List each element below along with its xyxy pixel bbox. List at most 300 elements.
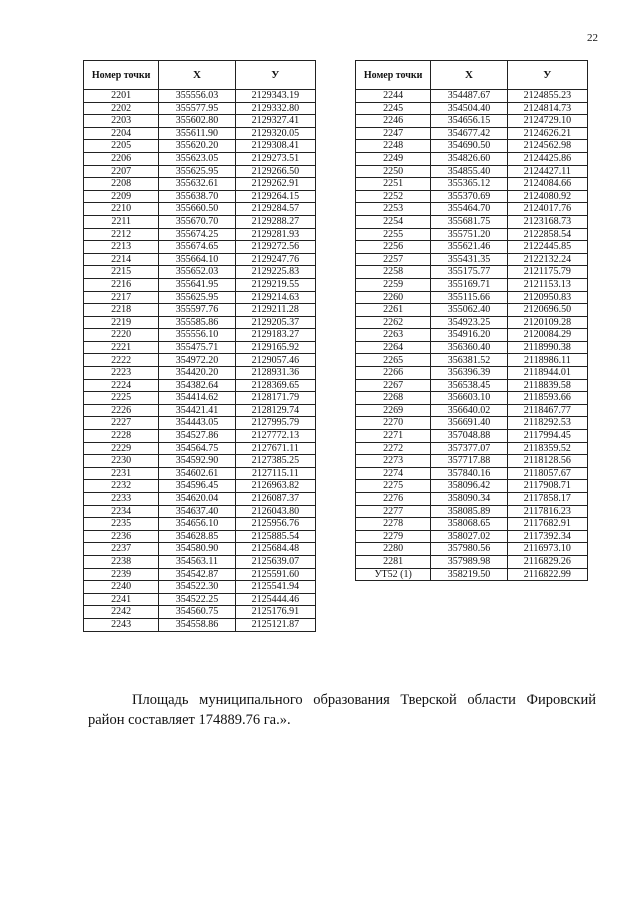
cell-y: 2126043.80 xyxy=(235,505,315,518)
table-row xyxy=(84,203,316,216)
cell-y: 2125444.46 xyxy=(235,593,315,606)
table-row xyxy=(84,329,316,342)
table-row xyxy=(84,241,316,254)
cell-x: 357989.98 xyxy=(431,555,507,568)
page-number: 22 xyxy=(587,32,598,44)
cell-y: 2116973.10 xyxy=(507,543,587,556)
cell-point-number: 2247 xyxy=(356,127,431,140)
cell-point-number: 2229 xyxy=(84,442,159,455)
cell-point-number: 2233 xyxy=(84,493,159,506)
cell-y: 2116829.26 xyxy=(507,555,587,568)
cell-y: 2129284.57 xyxy=(235,203,315,216)
cell-point-number: 2237 xyxy=(84,543,159,556)
table-row xyxy=(356,190,588,203)
cell-x: 355611.90 xyxy=(159,127,235,140)
cell-x: 356538.45 xyxy=(431,379,507,392)
cell-x: 354487.67 xyxy=(431,90,507,103)
cell-y: 2125121.87 xyxy=(235,618,315,631)
table-row xyxy=(84,253,316,266)
cell-x: 355475.71 xyxy=(159,341,235,354)
table-row xyxy=(84,505,316,518)
table-row xyxy=(356,417,588,430)
table-header-row xyxy=(356,61,588,90)
table-row xyxy=(356,253,588,266)
cell-point-number: 2274 xyxy=(356,467,431,480)
table-row xyxy=(356,442,588,455)
cell-y: 2118292.53 xyxy=(507,417,587,430)
table-body-left xyxy=(84,90,316,632)
cell-point-number: 2211 xyxy=(84,215,159,228)
cell-point-number: 2259 xyxy=(356,278,431,291)
cell-x: 355625.95 xyxy=(159,291,235,304)
cell-point-number: 2204 xyxy=(84,127,159,140)
table-row xyxy=(84,140,316,153)
cell-y: 2125684.48 xyxy=(235,543,315,556)
cell-point-number: 2265 xyxy=(356,354,431,367)
cell-x: 355175.77 xyxy=(431,266,507,279)
cell-y: 2118839.58 xyxy=(507,379,587,392)
cell-x: 354414.62 xyxy=(159,392,235,405)
cell-point-number: 2228 xyxy=(84,430,159,443)
cell-y: 2129247.76 xyxy=(235,253,315,266)
cell-y: 2128171.79 xyxy=(235,392,315,405)
cell-x: 355638.70 xyxy=(159,190,235,203)
cell-x: 354580.90 xyxy=(159,543,235,556)
table-row xyxy=(84,430,316,443)
table-row xyxy=(356,241,588,254)
cell-x: 354656.15 xyxy=(431,115,507,128)
cell-y: 2129057.46 xyxy=(235,354,315,367)
table-row xyxy=(356,493,588,506)
cell-y: 2124427.11 xyxy=(507,165,587,178)
cell-point-number: 2236 xyxy=(84,530,159,543)
cell-x: 354596.45 xyxy=(159,480,235,493)
cell-point-number: 2269 xyxy=(356,404,431,417)
cell-x: 356691.40 xyxy=(431,417,507,430)
cell-y: 2127772.13 xyxy=(235,430,315,443)
cell-y: 2129273.51 xyxy=(235,152,315,165)
cell-y: 2118986.11 xyxy=(507,354,587,367)
cell-x: 354560.75 xyxy=(159,606,235,619)
cell-point-number: 2261 xyxy=(356,304,431,317)
cell-x: 355597.76 xyxy=(159,304,235,317)
cell-x: 355670.70 xyxy=(159,215,235,228)
cell-x: 355370.69 xyxy=(431,190,507,203)
cell-x: 356360.40 xyxy=(431,341,507,354)
cell-point-number: 2263 xyxy=(356,329,431,342)
cell-point-number: 2242 xyxy=(84,606,159,619)
cell-x: 355431.35 xyxy=(431,253,507,266)
cell-x: 358085.89 xyxy=(431,505,507,518)
cell-point-number: 2272 xyxy=(356,442,431,455)
cell-x: 355681.75 xyxy=(431,215,507,228)
cell-x: 354637.40 xyxy=(159,505,235,518)
table-row xyxy=(356,379,588,392)
cell-x: 354542.87 xyxy=(159,568,235,581)
cell-y: 2129225.83 xyxy=(235,266,315,279)
cell-y: 2129205.37 xyxy=(235,316,315,329)
cell-point-number: 2239 xyxy=(84,568,159,581)
header-point-number: Номер точки xyxy=(356,61,431,90)
cell-x: 354504.40 xyxy=(431,102,507,115)
cell-point-number: 2264 xyxy=(356,341,431,354)
table-row xyxy=(356,215,588,228)
cell-x: 357717.88 xyxy=(431,455,507,468)
cell-x: 358096.42 xyxy=(431,480,507,493)
cell-x: 354558.86 xyxy=(159,618,235,631)
cell-point-number: 2224 xyxy=(84,379,159,392)
table-row xyxy=(84,354,316,367)
cell-y: 2117392.34 xyxy=(507,530,587,543)
cell-x: 356603.10 xyxy=(431,392,507,405)
cell-y: 2120696.50 xyxy=(507,304,587,317)
cell-x: 356381.52 xyxy=(431,354,507,367)
cell-x: 355115.66 xyxy=(431,291,507,304)
cell-x: 355751.20 xyxy=(431,228,507,241)
cell-y: 2116822.99 xyxy=(507,568,587,581)
table-row xyxy=(84,530,316,543)
table-row xyxy=(84,178,316,191)
cell-y: 2117994.45 xyxy=(507,430,587,443)
cell-y: 2128369.65 xyxy=(235,379,315,392)
cell-y: 2122132.24 xyxy=(507,253,587,266)
cell-x: 355664.10 xyxy=(159,253,235,266)
cell-x: 358027.02 xyxy=(431,530,507,543)
cell-x: 354916.20 xyxy=(431,329,507,342)
cell-y: 2125956.76 xyxy=(235,518,315,531)
cell-point-number: 2241 xyxy=(84,593,159,606)
cell-x: 355660.50 xyxy=(159,203,235,216)
cell-x: 354527.86 xyxy=(159,430,235,443)
table-row xyxy=(356,203,588,216)
cell-x: 355674.25 xyxy=(159,228,235,241)
cell-x: 355621.46 xyxy=(431,241,507,254)
table-row xyxy=(84,467,316,480)
table-row xyxy=(84,152,316,165)
table-row xyxy=(356,455,588,468)
cell-x: 356640.02 xyxy=(431,404,507,417)
cell-y: 2118944.01 xyxy=(507,367,587,380)
cell-y: 2121153.13 xyxy=(507,278,587,291)
cell-y: 2122858.54 xyxy=(507,228,587,241)
table-row xyxy=(84,455,316,468)
cell-y: 2123168.73 xyxy=(507,215,587,228)
table-row xyxy=(84,228,316,241)
cell-y: 2124814.73 xyxy=(507,102,587,115)
cell-point-number: 2208 xyxy=(84,178,159,191)
cell-y: 2129308.41 xyxy=(235,140,315,153)
table-row xyxy=(356,354,588,367)
cell-point-number: 2281 xyxy=(356,555,431,568)
cell-y: 2121175.79 xyxy=(507,266,587,279)
table-row xyxy=(84,555,316,568)
table-row xyxy=(356,316,588,329)
cell-point-number: 2267 xyxy=(356,379,431,392)
cell-y: 2129262.91 xyxy=(235,178,315,191)
cell-point-number: 2223 xyxy=(84,367,159,380)
cell-point-number: 2218 xyxy=(84,304,159,317)
table-row xyxy=(84,493,316,506)
cell-x: 354382.64 xyxy=(159,379,235,392)
cell-y: 2124084.66 xyxy=(507,178,587,191)
table-row xyxy=(356,518,588,531)
cell-x: 354628.85 xyxy=(159,530,235,543)
cell-point-number: 2268 xyxy=(356,392,431,405)
table-body-right xyxy=(356,90,588,581)
cell-y: 2122445.85 xyxy=(507,241,587,254)
cell-point-number: 2276 xyxy=(356,493,431,506)
cell-point-number: 2226 xyxy=(84,404,159,417)
cell-y: 2120084.29 xyxy=(507,329,587,342)
cell-x: 355556.10 xyxy=(159,329,235,342)
table-row xyxy=(84,404,316,417)
table-row xyxy=(84,90,316,103)
table-row xyxy=(356,278,588,291)
cell-point-number: 2251 xyxy=(356,178,431,191)
cell-y: 2117858.17 xyxy=(507,493,587,506)
cell-point-number: 2277 xyxy=(356,505,431,518)
cell-x: 355620.20 xyxy=(159,140,235,153)
table-row xyxy=(356,430,588,443)
cell-x: 355641.95 xyxy=(159,278,235,291)
cell-point-number: 2235 xyxy=(84,518,159,531)
table-row xyxy=(356,140,588,153)
cell-y: 2129266.50 xyxy=(235,165,315,178)
cell-x: 356396.39 xyxy=(431,367,507,380)
cell-y: 2127385.25 xyxy=(235,455,315,468)
cell-point-number: 2225 xyxy=(84,392,159,405)
table-row xyxy=(84,266,316,279)
cell-point-number: 2221 xyxy=(84,341,159,354)
cell-point-number: 2240 xyxy=(84,581,159,594)
table-row xyxy=(84,392,316,405)
cell-point-number: 2270 xyxy=(356,417,431,430)
table-row xyxy=(84,442,316,455)
cell-point-number: 2215 xyxy=(84,266,159,279)
table-row xyxy=(356,152,588,165)
cell-point-number: 2238 xyxy=(84,555,159,568)
table-row xyxy=(356,480,588,493)
table-row xyxy=(356,543,588,556)
cell-x: 354564.75 xyxy=(159,442,235,455)
table-row xyxy=(84,367,316,380)
cell-x: 354563.11 xyxy=(159,555,235,568)
cell-y: 2118057.67 xyxy=(507,467,587,480)
cell-y: 2128931.36 xyxy=(235,367,315,380)
table-row xyxy=(356,392,588,405)
cell-y: 2129281.93 xyxy=(235,228,315,241)
table-row xyxy=(356,266,588,279)
cell-y: 2124729.10 xyxy=(507,115,587,128)
table-row xyxy=(356,530,588,543)
cell-y: 2125176.91 xyxy=(235,606,315,619)
cell-y: 2129165.92 xyxy=(235,341,315,354)
cell-x: 354972.20 xyxy=(159,354,235,367)
table-row xyxy=(84,568,316,581)
cell-y: 2117816.23 xyxy=(507,505,587,518)
cell-y: 2129272.56 xyxy=(235,241,315,254)
cell-point-number: 2231 xyxy=(84,467,159,480)
cell-y: 2120950.83 xyxy=(507,291,587,304)
cell-y: 2125591.60 xyxy=(235,568,315,581)
cell-point-number: 2244 xyxy=(356,90,431,103)
cell-y: 2128129.74 xyxy=(235,404,315,417)
cell-point-number: 2246 xyxy=(356,115,431,128)
cell-x: 355602.80 xyxy=(159,115,235,128)
table-row xyxy=(356,341,588,354)
cell-y: 2124855.23 xyxy=(507,90,587,103)
cell-y: 2117682.91 xyxy=(507,518,587,531)
cell-point-number: 2256 xyxy=(356,241,431,254)
cell-y: 2129264.15 xyxy=(235,190,315,203)
cell-x: 354522.30 xyxy=(159,581,235,594)
table-row xyxy=(84,618,316,631)
table-row xyxy=(356,505,588,518)
cell-y: 2120109.28 xyxy=(507,316,587,329)
cell-point-number: 2210 xyxy=(84,203,159,216)
cell-point-number: 2250 xyxy=(356,165,431,178)
cell-y: 2124626.21 xyxy=(507,127,587,140)
cell-point-number: 2207 xyxy=(84,165,159,178)
cell-point-number: 2278 xyxy=(356,518,431,531)
table-row xyxy=(84,606,316,619)
cell-x: 355464.70 xyxy=(431,203,507,216)
header-x: X xyxy=(431,61,507,90)
cell-x: 354420.20 xyxy=(159,367,235,380)
cell-point-number: 2249 xyxy=(356,152,431,165)
table-row xyxy=(84,304,316,317)
cell-y: 2129332.80 xyxy=(235,102,315,115)
header-y: У xyxy=(235,61,315,90)
table-row xyxy=(84,543,316,556)
cell-y: 2124080.92 xyxy=(507,190,587,203)
cell-y: 2124562.98 xyxy=(507,140,587,153)
table-row xyxy=(84,115,316,128)
table-row xyxy=(356,367,588,380)
cell-point-number: 2257 xyxy=(356,253,431,266)
cell-x: 354923.25 xyxy=(431,316,507,329)
cell-x: 355652.03 xyxy=(159,266,235,279)
cell-x: 354421.41 xyxy=(159,404,235,417)
cell-x: 354443.05 xyxy=(159,417,235,430)
cell-y: 2118467.77 xyxy=(507,404,587,417)
coordinates-table-left xyxy=(83,60,316,632)
cell-point-number: УТ52 (1) xyxy=(356,568,431,581)
table-row xyxy=(84,278,316,291)
cell-point-number: 2234 xyxy=(84,505,159,518)
cell-point-number: 2248 xyxy=(356,140,431,153)
cell-point-number: 2243 xyxy=(84,618,159,631)
cell-point-number: 2280 xyxy=(356,543,431,556)
table-row xyxy=(84,215,316,228)
table-row xyxy=(84,593,316,606)
cell-point-number: 2205 xyxy=(84,140,159,153)
cell-x: 354855.40 xyxy=(431,165,507,178)
cell-y: 2129320.05 xyxy=(235,127,315,140)
cell-point-number: 2275 xyxy=(356,480,431,493)
cell-point-number: 2254 xyxy=(356,215,431,228)
cell-x: 354602.61 xyxy=(159,467,235,480)
area-statement: Площадь муниципального образования Тверской области Фировский район составляет 174889.76 га.». xyxy=(88,692,596,728)
table-row xyxy=(84,417,316,430)
cell-y: 2127115.11 xyxy=(235,467,315,480)
cell-point-number: 2252 xyxy=(356,190,431,203)
table-row xyxy=(84,379,316,392)
cell-y: 2118128.56 xyxy=(507,455,587,468)
cell-point-number: 2255 xyxy=(356,228,431,241)
cell-point-number: 2245 xyxy=(356,102,431,115)
table-row xyxy=(356,102,588,115)
cell-x: 357048.88 xyxy=(431,430,507,443)
cell-x: 355556.03 xyxy=(159,90,235,103)
table-row xyxy=(84,480,316,493)
cell-y: 2118359.52 xyxy=(507,442,587,455)
table-row xyxy=(356,127,588,140)
header-y: У xyxy=(507,61,587,90)
cell-y: 2129219.55 xyxy=(235,278,315,291)
cell-y: 2117908.71 xyxy=(507,480,587,493)
cell-y: 2129183.27 xyxy=(235,329,315,342)
cell-y: 2118593.66 xyxy=(507,392,587,405)
cell-point-number: 2214 xyxy=(84,253,159,266)
cell-point-number: 2202 xyxy=(84,102,159,115)
cell-x: 355169.71 xyxy=(431,278,507,291)
cell-y: 2124017.76 xyxy=(507,203,587,216)
table-row xyxy=(84,165,316,178)
cell-point-number: 2201 xyxy=(84,90,159,103)
cell-point-number: 2260 xyxy=(356,291,431,304)
table-row xyxy=(356,329,588,342)
table-row xyxy=(356,555,588,568)
cell-x: 358219.50 xyxy=(431,568,507,581)
table-row xyxy=(356,115,588,128)
cell-x: 357377.07 xyxy=(431,442,507,455)
cell-y: 2125639.07 xyxy=(235,555,315,568)
table-row xyxy=(356,304,588,317)
table-row xyxy=(356,568,588,581)
cell-x: 355365.12 xyxy=(431,178,507,191)
coordinates-table-right xyxy=(355,60,588,581)
table-row xyxy=(84,341,316,354)
cell-point-number: 2220 xyxy=(84,329,159,342)
cell-y: 2127995.79 xyxy=(235,417,315,430)
cell-point-number: 2219 xyxy=(84,316,159,329)
cell-point-number: 2217 xyxy=(84,291,159,304)
cell-point-number: 2230 xyxy=(84,455,159,468)
cell-x: 354522.25 xyxy=(159,593,235,606)
cell-point-number: 2273 xyxy=(356,455,431,468)
cell-x: 355632.61 xyxy=(159,178,235,191)
table-row xyxy=(84,127,316,140)
cell-x: 355585.86 xyxy=(159,316,235,329)
cell-point-number: 2216 xyxy=(84,278,159,291)
cell-point-number: 2213 xyxy=(84,241,159,254)
cell-x: 355623.05 xyxy=(159,152,235,165)
cell-point-number: 2253 xyxy=(356,203,431,216)
cell-y: 2125541.94 xyxy=(235,581,315,594)
table-row xyxy=(84,102,316,115)
cell-point-number: 2209 xyxy=(84,190,159,203)
table-row xyxy=(84,316,316,329)
cell-x: 354690.50 xyxy=(431,140,507,153)
table-row xyxy=(356,404,588,417)
cell-y: 2129211.28 xyxy=(235,304,315,317)
cell-point-number: 2271 xyxy=(356,430,431,443)
cell-x: 357980.56 xyxy=(431,543,507,556)
cell-point-number: 2262 xyxy=(356,316,431,329)
cell-x: 354826.60 xyxy=(431,152,507,165)
cell-y: 2129327.41 xyxy=(235,115,315,128)
